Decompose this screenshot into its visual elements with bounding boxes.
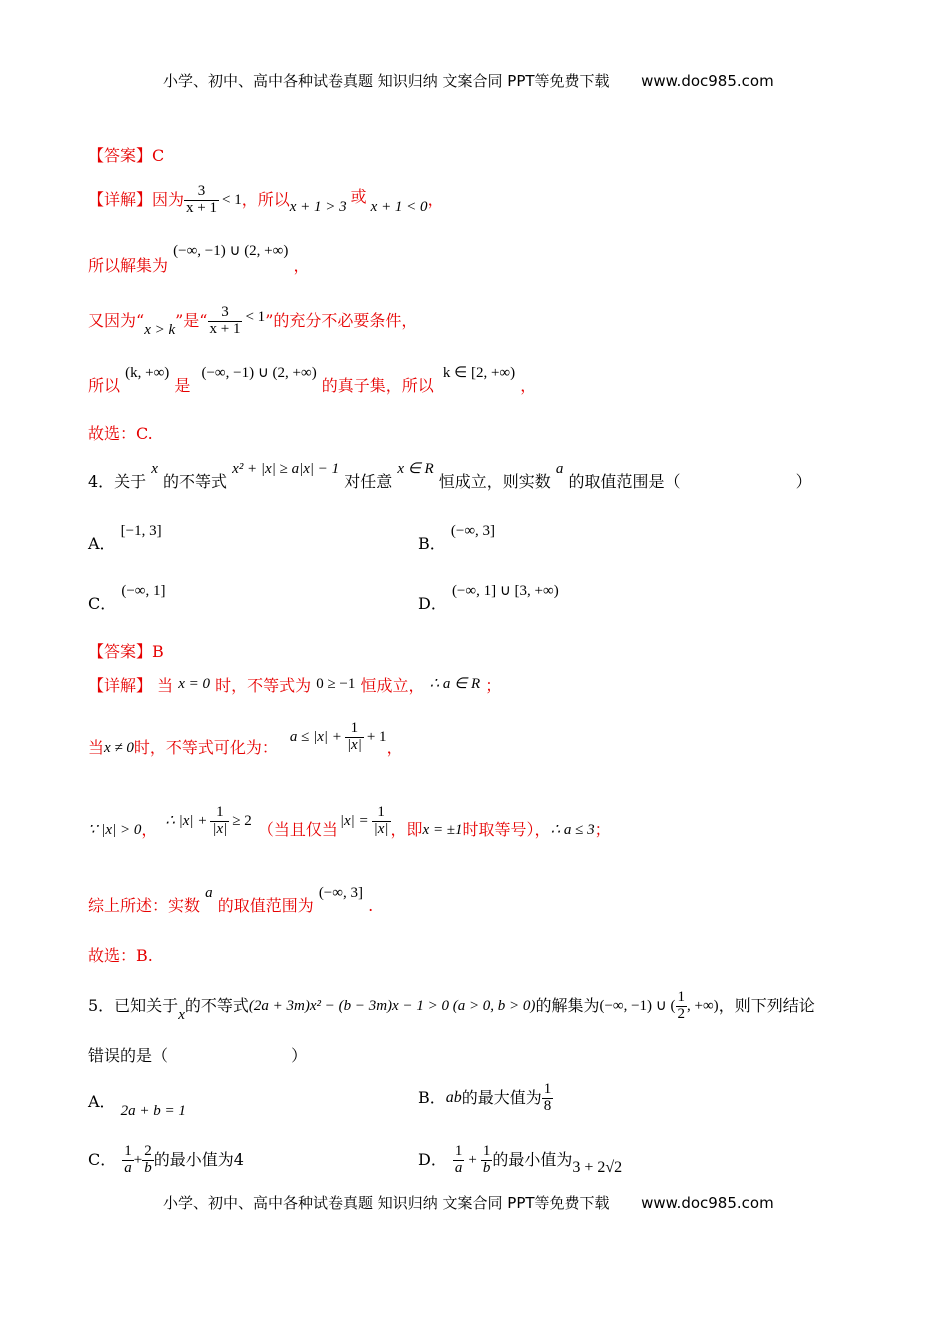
q4-stem-prefix: 4．关于 [88,472,147,491]
q5-option-d [418,1138,622,1182]
q3-frac-num: 3 [197,182,206,199]
q4-d2-mid: 时，不等式可化为： [133,738,278,757]
q4-ineq: x² + |x| ≥ a|x| − 1 [232,461,340,477]
q4-d2-frac-den: |x| [346,736,362,753]
q5-optC-n1: 1 [124,1142,132,1159]
q4-d3-eq-num: 1 [377,803,385,820]
q3-or: 或 [350,187,367,206]
q3-comma: ， [427,190,444,209]
q4-detail-line3 [88,796,611,846]
q3-condition-line [88,298,417,344]
q5-optB-label: B． [418,1088,446,1107]
q4-var-a: a [555,461,564,477]
q5-ineq: (2a + 3m)x² − (b − 3m)x − 1 > 0 (a > 0, b > 0) [248,998,536,1014]
q3-cond: x > k [144,322,176,338]
q4-optB-label: B． [418,534,446,553]
q4-d2-expr-left: a ≤ |x| + [289,729,342,745]
q5-optD-n1: 1 [454,1142,463,1159]
q4-sum-set: (−∞, 3] [318,885,363,901]
q4-d2-xne0: x ≠ 0 [104,740,134,756]
q3-also-prefix: 又因为“ [88,311,145,330]
q5-optD-d1: a [454,1159,463,1176]
q4-d3-because: ∵ |x| > 0 [88,822,142,838]
header-text: 小学、初中、高中各种试卷真题 知识归纳 文案合同 PPT等免费下载 [163,72,610,90]
q3-sol-suffix: ， [293,256,310,275]
q5-optB-var: ab [445,1089,462,1106]
q4-domain: x ∈ R [397,461,434,477]
q3-k-range: k ∈ [2, +∞) [442,365,516,381]
q4-sum-mid: 的取值范围为 [217,896,314,915]
q4-d3-take: 时取等号）， [462,820,551,839]
q4-d3-eq-fraction [372,805,391,838]
q5-option-b [418,1076,553,1120]
q5-sol-prefix: 的解集为 [535,996,600,1015]
q5-sol-set-right: , +∞) [687,998,719,1014]
q4-answer: 【答案】B [88,642,164,661]
q3-cond-lt1: < 1 [245,309,266,325]
q4-d3-frac-num: 1 [216,803,224,820]
q4-d1-ineq: 0 ≥ −1 [316,676,356,692]
q4-optD-label: D． [418,594,447,613]
q3-cond-frac-num: 3 [221,303,229,320]
q5-optC-fraction2 [142,1144,154,1177]
q5-optB-text: 的最大值为 [461,1088,542,1107]
q4-d3-res: ∴ a ≤ 3 [550,822,595,838]
q5-optD-label: D． [418,1150,447,1169]
q5-optC-label: C． [88,1150,117,1169]
q3-answer: 【答案】C [88,146,165,165]
q5-stem-mid: 的不等式 [184,996,249,1015]
page-footer [163,1192,774,1213]
q4-d3-therefore: ∴ |x| + [165,813,208,829]
q4-d3-eq-den: |x| [373,820,389,837]
q4-d3-frac-den: |x| [212,820,228,837]
q5-optB-fraction [542,1082,554,1115]
q5-option-a [88,1092,186,1122]
q5-optD-fraction1 [453,1144,465,1177]
q5-optC-n2: 2 [144,1142,152,1159]
q5-optD-d2: b [482,1159,491,1176]
q4-option-d [418,580,559,616]
q4-d1-when: 当 [157,676,174,695]
q4-stem-suffix: 的取值范围是（ [568,472,681,491]
q4-optD: (−∞, 1] ∪ [3, +∞) [451,583,559,599]
q4-detail-line1 [88,676,501,697]
q5-optC-text: 的最小值为4 [153,1150,244,1169]
q5-optD-val: 3 + 2√2 [572,1159,623,1176]
q3-ineq2: x + 1 < 0 [370,199,428,215]
q5-optB-den: 8 [543,1097,552,1114]
q4-d3-x: x = ±1 [422,822,463,838]
q3-cond-frac-den: x + 1 [209,320,241,337]
q4-option-b [418,520,495,556]
q5-optB-num: 1 [543,1080,552,1097]
q4-optA: [−1, 3] [120,523,162,539]
q4-d1-hold: 恒成立， [360,676,425,695]
q5-option-c [88,1138,244,1182]
header-url: www.doc985.com [641,72,774,90]
q5-stem-suffix: ，则下列结论 [718,996,815,1015]
q3-so: ，所以 [241,190,290,209]
q4-optA-label: A． [88,534,116,553]
q3-detail-tag: 【详解】 [88,190,153,209]
q4-d2-expr-right: + 1 [366,729,387,745]
q5-sol-set-left: (−∞, −1) ∪ ( [599,998,676,1014]
q5-optC-d2: b [144,1159,152,1176]
q4-d2-when: 当 [88,738,105,757]
q5-optC-d1: a [124,1159,132,1176]
q4-d1-mid: 时，不等式为 [215,676,312,695]
q5-stem-line2 [88,1046,307,1066]
footer-text: 小学、初中、高中各种试卷真题 知识归纳 文案合同 PPT等免费下载 [163,1194,610,1212]
q4-d3-end: ； [594,820,611,839]
q3-solution-line [88,240,309,276]
q3-concl-suffix: ， [520,376,537,395]
q5-stem-close: ） [291,1046,308,1065]
q4-sum-prefix: 综上所述：实数 [88,896,201,915]
q3-sol-set: (−∞, −1) ∪ (2, +∞) [173,243,289,259]
q4-detail-line2 [88,712,403,762]
q4-stem-close: ） [795,472,812,491]
q4-option-c [88,580,166,616]
q5-optA-label: A． [88,1092,116,1111]
q5-optD-n2: 1 [482,1142,491,1159]
q4-d2-fraction [345,721,364,754]
q4-stem [88,458,812,494]
q4-choose: 故选：B. [88,946,153,965]
q4-d1-x0: x = 0 [178,676,210,692]
q5-optD-text: 的最小值为 [492,1150,573,1169]
q3-cond-fraction [208,305,243,338]
q3-conclusion-line [88,362,536,398]
q4-optB: (−∞, 3] [450,523,496,539]
page-header [163,70,774,91]
q4-sum-var: a [205,885,213,901]
q4-stem-mid3: 恒成立，则实数 [438,472,551,491]
q3-also-mid: ”是“ [175,311,208,330]
q3-concl-prefix: 所以 [88,376,121,395]
q4-d1-end: ； [485,676,502,695]
q5-sol-frac-den: 2 [677,1005,686,1022]
q4-summary [88,882,373,918]
q3-sol-prefix: 所以解集为 [88,256,169,275]
q4-sum-end: . [368,896,374,915]
q5-sol-fraction [676,990,688,1023]
q4-d3-ie: ，即 [390,820,423,839]
q3-subset-text: 的真子集，所以 [321,376,434,395]
q4-stem-mid1: 的不等式 [163,472,228,491]
q5-optC-fraction1 [122,1144,134,1177]
q5-stem-line1 [88,984,815,1028]
q4-option-a [88,520,162,556]
q5-optD-plus: + [468,1152,477,1168]
q3-also-suffix: ”的充分不必要条件， [265,311,418,330]
q3-because: 因为 [152,190,185,209]
q4-d3-ge2: ≥ 2 [232,813,252,829]
q4-d3-comma: ， [141,820,158,839]
q3-ineq1: x + 1 > 3 [289,199,347,215]
q4-d3-eq-left: |x| = [339,813,369,829]
q4-optC: (−∞, 1] [121,583,166,599]
q4-d2-end: ， [386,738,403,757]
q3-detail-line [88,178,444,222]
q5-optC-plus: + [133,1152,143,1168]
q5-stem-line2-text: 错误的是（ [88,1046,169,1065]
q5-var-x: x [178,1007,185,1023]
q3-lt1: < 1 [222,192,242,208]
q4-d3-fraction [210,805,229,838]
q3-frac-den: x + 1 [186,199,217,216]
q4-var-x: x [151,461,158,477]
q3-choose: 故选：C. [88,424,153,443]
q5-stem-prefix: 5．已知关于 [88,996,179,1015]
q3-set-full: (−∞, −1) ∪ (2, +∞) [201,365,317,381]
footer-url: www.doc985.com [641,1194,774,1212]
q5-sol-frac-num: 1 [677,988,686,1005]
q3-is: 是 [174,376,191,395]
q4-d2-frac-num: 1 [350,719,359,736]
q5-optD-fraction2 [481,1144,493,1177]
q5-optA: 2a + b = 1 [120,1103,186,1119]
q3-fraction [184,184,219,217]
q3-set-k: (k, +∞) [125,365,170,381]
q4-stem-mid2: 对任意 [344,472,393,491]
q4-d1-res: ∴ a ∈ R [429,676,481,692]
q4-d1-tag: 【详解】 [88,676,153,695]
q4-optC-label: C． [88,594,117,613]
q4-d3-paren: （当且仅当 [257,820,338,839]
